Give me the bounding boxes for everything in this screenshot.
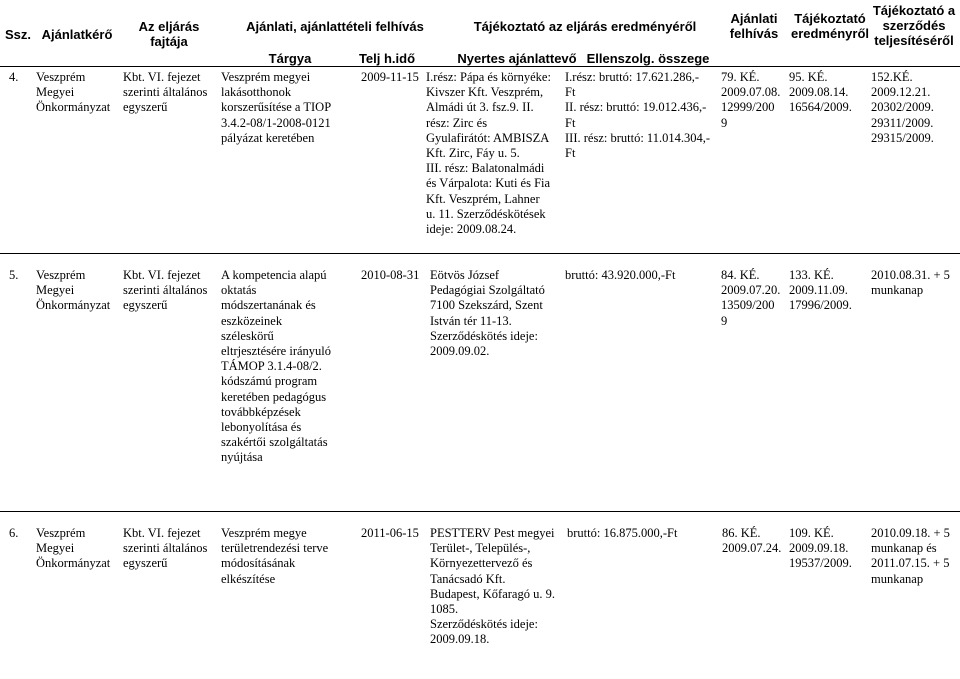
row-4-hatarido: 2009-11-15 xyxy=(361,70,419,84)
row-5-felhivas: 84. KÉ. 2009.07.20. 13509/200 9 xyxy=(721,268,781,328)
header-divider xyxy=(0,66,960,67)
row-5-hatarido: 2010-08-31 xyxy=(361,268,420,282)
row-5-ajanlatkero: Veszprém Megyei Önkormányzat xyxy=(36,268,111,313)
header-telj-hatarido: Telj h.idő xyxy=(358,51,416,66)
row-6-targya: Veszprém megye területrendezési terve módosításának elkészítése xyxy=(221,526,329,586)
header-eredmeny-group: Tájékoztató az eljárás eredményéről xyxy=(473,19,697,34)
header-ajanlatkero: Ajánlatkérő xyxy=(41,27,113,42)
row-4-ajanlatkero: Veszprém Megyei Önkormányzat xyxy=(36,70,111,115)
header-ajanlati-felhivas: Ajánlati felhívás xyxy=(729,11,779,41)
row-4-eredmeny: 95. KÉ. 2009.08.14. 16564/2009. xyxy=(789,70,852,115)
header-ellenszolg: Ellenszolg. összege xyxy=(586,51,710,66)
row-4-divider xyxy=(0,253,960,254)
row-5-divider xyxy=(0,511,960,512)
row-5-nyertes: Eötvös József Pedagógiai Szolgáltató 7100 Szekszárd, Szent István tér 11-13. Szerződéskötés ideje: 2009.09.02. xyxy=(430,268,545,359)
row-5-fajta: Kbt. VI. fejezet szerinti általános egyszerű xyxy=(123,268,208,313)
header-ssz: Ssz. xyxy=(4,27,31,42)
row-6-eredmeny: 109. KÉ. 2009.09.18. 19537/2009. xyxy=(789,526,852,571)
header-tajekoztato-eredmeny: Tájékoztató eredményről xyxy=(790,11,870,41)
row-6-nyertes: PESTTERV Pest megyei Terület-, Település-, Környezettervező és Tanácsadó Kft. Budapest, Kőfaragó u. 9. 1085. Szerződéskötés ideje: 2009.09.18. xyxy=(430,526,555,647)
row-5-eredmeny: 133. KÉ. 2009.11.09. 17996/2009. xyxy=(789,268,852,313)
row-6-teljesites: 2010.09.18. + 5 munkanap és 2011.07.15. + 5 munkanap xyxy=(871,526,950,586)
header-targya: Tárgya xyxy=(268,51,312,66)
header-tajekoztato-teljesites: Tájékoztató a szerződés teljesítéséről xyxy=(872,3,956,48)
row-6-felhivas: 86. KÉ. 2009.07.24. xyxy=(722,526,782,556)
row-4-nyertes: I.rész: Pápa és környéke: Kivszer Kft. Veszprém, Almádi út 3. fsz.9. II. rész: Zirc és Gyulafirátót: AMBISZA Kft. Zirc, Fáy u. 5. III. rész: Balatonalmádi és Várpalota: Kuti és Fia Kft. Veszprém, Lahner u. 11. Szerződéskötések ideje: 2009.08.24. xyxy=(426,70,551,237)
row-4-fajta: Kbt. VI. fejezet szerinti általános egyszerű xyxy=(123,70,208,115)
row-4-felhivas: 79. KÉ. 2009.07.08. 12999/200 9 xyxy=(721,70,781,130)
row-6-ssz: 6. xyxy=(9,526,19,540)
row-6-fajta: Kbt. VI. fejezet szerinti általános egyszerű xyxy=(123,526,208,571)
row-5-ssz: 5. xyxy=(9,268,19,282)
row-4-teljesites: 152.KÉ. 2009.12.21. 20302/2009. 29311/2009. 29315/2009. xyxy=(871,70,934,145)
row-6-ellenszolg: bruttó: 16.875.000,-Ft xyxy=(567,526,678,540)
row-5-ellenszolg: bruttó: 43.920.000,-Ft xyxy=(565,268,676,282)
row-5-targya: A kompetencia alapú oktatás módszertanának és eszközeinek széleskörű eltrjesztésére irányuló TÁMOP 3.1.4-08/2. kódszámú program keretében pedagógus továbbképzések lebonyolítása és szakértői szolgáltatás nyújtása xyxy=(221,268,332,465)
header-nyertes: Nyertes ajánlattevő xyxy=(457,51,577,66)
header-eljaras-fajtaja: Az eljárás fajtája xyxy=(138,19,200,49)
row-4-ellenszolg: I.rész: bruttó: 17.621.286,- Ft II. rész: bruttó: 19.012.436,- Ft III. rész: bruttó: 11.014.304,- Ft xyxy=(565,70,710,161)
row-5-teljesites: 2010.08.31. + 5 munkanap xyxy=(871,268,950,298)
header-felhivas-group: Ajánlati, ajánlattételi felhívás xyxy=(246,19,424,34)
row-4-ssz: 4. xyxy=(9,70,19,84)
row-4-targya: Veszprém megyei lakásotthonok korszerűsítése a TIOP 3.4.2-08/1-2008-0121 pályázat keretében xyxy=(221,70,332,145)
row-6-ajanlatkero: Veszprém Megyei Önkormányzat xyxy=(36,526,111,571)
row-6-hatarido: 2011-06-15 xyxy=(361,526,419,540)
